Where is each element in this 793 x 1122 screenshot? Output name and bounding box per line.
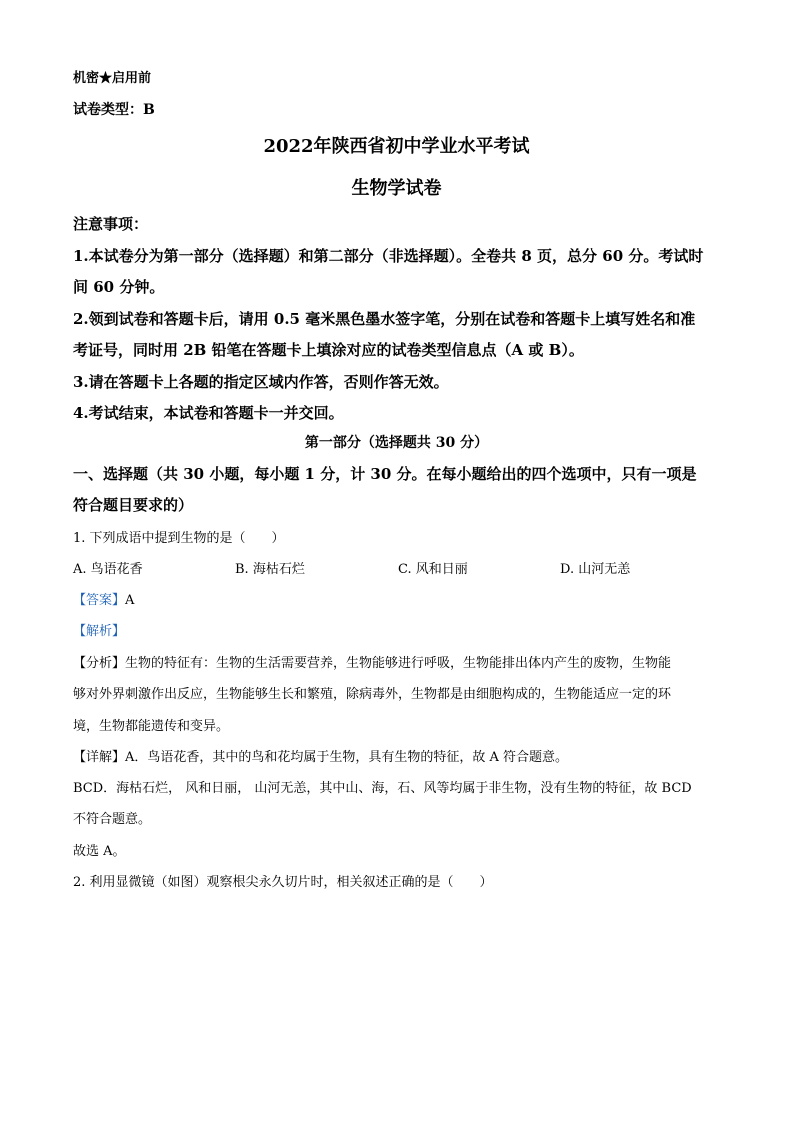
exam-subtitle: 生物学试卷	[351, 178, 442, 199]
conclusion-text: 故选 A。	[73, 844, 126, 859]
analysis-text-2: 够对外界刺激作出反应，生物能够生长和繁殖，除病毒外，生物都是由细胞构成的，生物能适应一定的环	[73, 687, 672, 702]
notice-item-3: 3.请在答题卡上各题的指定区域内作答，否则作答无效。	[73, 373, 449, 391]
confidential-label: 机密★启用前	[73, 71, 152, 86]
analysis-tag: 【解析】	[73, 624, 126, 639]
section-instructions-cont: 符合题目要求的）	[73, 496, 194, 514]
question-1-option-b: B. 海枯石烂	[235, 562, 305, 577]
notice-item-2-cont: 考证号，同时用 2B 铅笔在答题卡上填涂对应的试卷类型信息点（A 或 B）。	[73, 341, 584, 359]
answer-tag: 【答案】	[73, 593, 126, 608]
question-1-stem: 1. 下列成语中提到生物的是（ ）	[73, 531, 285, 546]
answer-value: A	[125, 593, 135, 608]
question-1-option-c: C. 风和日丽	[398, 562, 468, 577]
notice-item-1-cont: 间 60 分钟。	[73, 278, 165, 296]
question-2-stem: 2. 利用显微镜（如图）观察根尖永久切片时，相关叙述正确的是（ ）	[73, 875, 493, 890]
exam-title: 2022年陕西省初中学业水平考试	[263, 136, 530, 157]
notice-heading: 注意事项：	[73, 215, 149, 233]
notice-item-1: 1.本试卷分为第一部分（选择题）和第二部分（非选择题）。全卷共 8 页，总分 60 分。考试时	[73, 247, 704, 265]
detail-text-2: BCD．海枯石烂， 风和日丽， 山河无恙，其中山、海，石、风等均属于非生物，没有生物的特征，故 BCD	[73, 781, 692, 796]
question-1-option-a: A. 鸟语花香	[73, 562, 143, 577]
analysis-text-3: 境，生物都能遗传和变异。	[73, 719, 230, 734]
part1-heading: 第一部分（选择题共 30 分）	[304, 435, 489, 451]
question-1-option-d: D. 山河无恙	[560, 562, 631, 577]
notice-item-2: 2.领到试卷和答题卡后，请用 0.5 毫米黑色墨水签字笔，分别在试卷和答题卡上填写姓名和准	[73, 310, 696, 328]
detail-text-1: 【详解】A．鸟语花香，其中的鸟和花均属于生物，具有生物的特征，故 A 符合题意。	[73, 750, 569, 765]
detail-text-3: 不符合题意。	[73, 812, 152, 827]
section-instructions: 一、选择题（共 30 小题，每小题 1 分，计 30 分。在每小题给出的四个选项中，只有一项是	[73, 465, 697, 483]
analysis-text-1: 【分析】生物的特征有：生物的生活需要营养，生物能够进行呼吸，生物能排出体内产生的废物，生物能	[73, 656, 672, 671]
answer-line	[73, 589, 134, 608]
notice-item-4: 4.考试结束，本试卷和答题卡一并交回。	[73, 404, 344, 422]
paper-type-label: 试卷类型：B	[73, 102, 155, 118]
